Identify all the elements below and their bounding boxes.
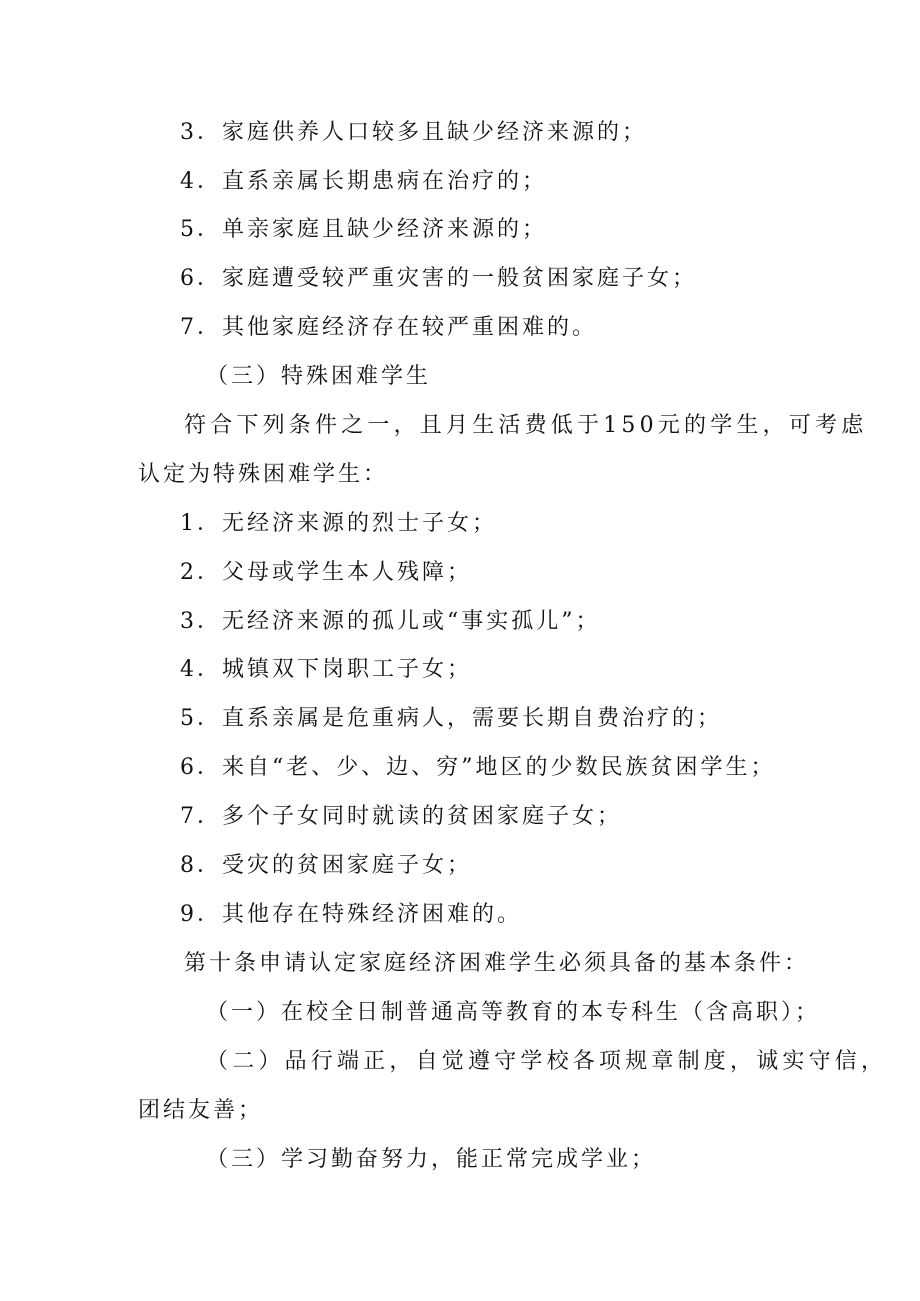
condition-item: （二）品行端正，自觉遵守学校各项规章制度，诚实守信， bbox=[206, 1049, 888, 1074]
paragraph-line: 认定为特殊困难学生： bbox=[138, 462, 389, 487]
condition-item: （三）学习勤奋努力，能正常完成学业； bbox=[206, 1147, 657, 1172]
list-item: 5．直系亲属是危重病人，需要长期自费治疗的； bbox=[180, 706, 722, 731]
section-heading: （三）特殊困难学生 bbox=[206, 364, 432, 389]
text-line: 6．家庭遭受较严重灾害的一般贫困家庭子女； bbox=[180, 266, 697, 291]
paragraph-line: 符合下列条件之一，且月生活费低于150元的学生，可考虑 bbox=[184, 413, 868, 438]
text-line: 5．单亲家庭且缺少经济来源的； bbox=[180, 217, 547, 242]
condition-item: （一）在校全日制普通高等教育的本专科生（含高职）； bbox=[206, 1000, 821, 1025]
list-item: 6．来自“老、少、边、穷”地区的少数民族贫困学生； bbox=[180, 755, 776, 780]
list-item: 1．无经济来源的烈士子女； bbox=[180, 511, 497, 536]
list-item: 8．受灾的贫困家庭子女； bbox=[180, 853, 472, 878]
paragraph-line: 团结友善； bbox=[138, 1098, 264, 1123]
list-item: 9．其他存在特殊经济困难的。 bbox=[180, 902, 522, 927]
list-item: 7．多个子女同时就读的贫困家庭子女； bbox=[180, 804, 622, 829]
text-line: 3．家庭供养人口较多且缺少经济来源的； bbox=[180, 120, 647, 145]
list-item: 2．父母或学生本人残障； bbox=[180, 560, 472, 585]
article-heading: 第十条申请认定家庭经济困难学生必须具备的基本条件： bbox=[184, 951, 810, 976]
text-line: 4．直系亲属长期患病在治疗的； bbox=[180, 169, 547, 194]
list-item: 3．无经济来源的孤儿或“事实孤儿”； bbox=[180, 609, 601, 634]
text-line: 7．其他家庭经济存在较严重困难的。 bbox=[180, 315, 597, 340]
list-item: 4．城镇双下岗职工子女； bbox=[180, 657, 472, 682]
